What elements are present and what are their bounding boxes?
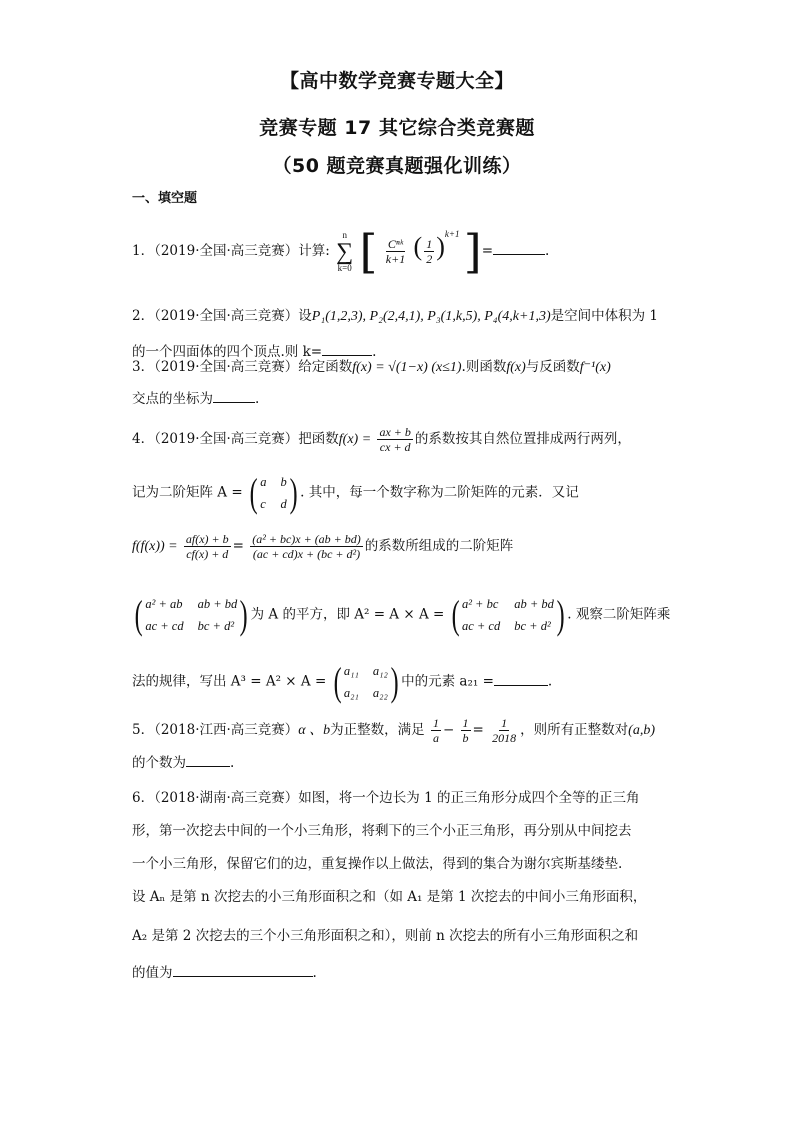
- q5-text-1: 为正整数，满足: [330, 722, 425, 738]
- question-6-line1: 6．（2018·湖南·高三竞赛）如图，将一个边长为 1 的正三角形分成四个全等的正三角: [132, 790, 640, 806]
- q1-half-num: 1: [426, 237, 433, 251]
- matrix-cell: a₂₂: [372, 686, 388, 700]
- q5-text-2: ，则所有正整数对: [520, 722, 629, 738]
- q4-ff-num2: (a² + bc)x + (ab + bd): [252, 532, 361, 546]
- subtitle: （50 题竞赛真题强化训练）: [272, 155, 522, 177]
- matrix-cell: d: [280, 497, 287, 511]
- q1-colon: :: [325, 243, 330, 259]
- answer-blank-3[interactable]: [213, 388, 255, 403]
- q5-f1-num: 1: [432, 716, 439, 730]
- q1-frac-num: Cⁿᵏ: [387, 237, 404, 251]
- sigma-icon: ∑: [336, 238, 354, 265]
- matrix-cell: a₂₁: [343, 686, 359, 700]
- q3-text-2: 与反函数: [525, 359, 580, 375]
- question-5: [132, 716, 655, 745]
- q2-text: 是空间中体积为 1: [550, 308, 659, 324]
- q1-half-den: 2: [426, 252, 433, 266]
- q4-eq: =: [232, 538, 244, 554]
- question-4-line5: [132, 661, 552, 703]
- q3-text-1: .则函数: [461, 359, 507, 375]
- q2-prefix: 2．（2019·全国·高三竞赛）设: [132, 308, 312, 324]
- matrix-a-squared: ( a² + bc ab + bd ac + cd bc + d² ): [451, 592, 565, 637]
- q4-text-3: . 其中，每一个数字称为二阶矩阵的元素．又记: [300, 484, 579, 501]
- q4-text-8: 中的元素 a₂₁ =: [401, 673, 494, 690]
- matrix-cell: ac + cd: [145, 619, 184, 633]
- q3-function: f(x) = √(1−x) (x≤1): [352, 360, 462, 375]
- q1-fraction: [384, 237, 407, 266]
- question-6-line6: [132, 962, 317, 983]
- topic-title: 竞赛专题 17 其它综合类竞赛题: [259, 117, 535, 139]
- q4-text-2: 记为二阶矩阵 A =: [132, 484, 243, 501]
- q3-end: .: [255, 391, 260, 407]
- q5-prefix: 5．（2018·江西·高三竞赛）: [132, 722, 299, 738]
- question-6-line5: A₂ 是第 2 次挖去的三个小三角形面积之和），则前 n 次挖去的所有小三角形面积之和: [132, 928, 639, 944]
- q1-equals: =: [481, 243, 494, 259]
- bracket-left: [: [359, 224, 378, 279]
- q3-text-3: 交点的坐标为: [132, 391, 213, 407]
- answer-blank-2[interactable]: [322, 341, 372, 356]
- answer-blank-4[interactable]: [494, 671, 548, 686]
- matrix-cell: a² + bc: [461, 597, 499, 611]
- bracket-right: ]: [463, 224, 482, 279]
- q5-ab: α 、b: [298, 723, 331, 738]
- question-6-line3: 一个小三角形，保留它们的边，重复操作以上做法，得到的集合为谢尔宾斯基缕垫.: [132, 856, 623, 872]
- q3-fx: f(x): [506, 360, 526, 375]
- question-6-line2: 形，第一次挖去中间的一个小三角形，将剩下的三个小正三角形，再分别从中间挖去: [132, 823, 632, 839]
- q4-frac-num: ax + b: [379, 425, 411, 439]
- q4-ff-num1: af(x) + b: [185, 532, 229, 546]
- question-1: [132, 224, 550, 279]
- question-3-line2: [132, 388, 259, 409]
- matrix-cell: a² + ab: [145, 597, 183, 611]
- q3-inverse: f⁻¹(x): [579, 360, 611, 375]
- q5-eq: =: [472, 722, 484, 738]
- q4-fx: f(x) =: [338, 432, 372, 447]
- question-4-line3: [132, 532, 513, 561]
- q4-ff: f(f(x)) =: [132, 539, 178, 554]
- q3-prefix: 3．（2019·全国·高三竞赛）给定函数: [132, 359, 353, 375]
- q5-frac2: [461, 716, 471, 745]
- q1-end: .: [545, 243, 550, 259]
- question-4-line4: [132, 594, 670, 636]
- matrix-cell: ab + bd: [197, 597, 238, 611]
- q4-fraction: [377, 425, 412, 454]
- q4-prefix: 4．（2019·全国·高三竞赛）把函数: [132, 431, 339, 447]
- matrix-cell: ab + bd: [514, 597, 554, 611]
- q4-text-4: 的系数所组成的二阶矩阵: [364, 538, 514, 554]
- q4-end: .: [547, 673, 553, 690]
- sum-lower: k=0: [337, 262, 352, 273]
- q4-text-1: 的系数按其自然位置排成两行两列，: [414, 431, 631, 447]
- q1-half: [424, 237, 434, 266]
- q4-frac-den: cx + d: [379, 440, 411, 454]
- q4-text-6: . 观察二阶矩阵乘: [567, 606, 671, 623]
- q5-end: .: [230, 755, 235, 771]
- q1-frac-den: k+1: [385, 252, 406, 266]
- answer-blank-5[interactable]: [186, 752, 230, 767]
- matrix-a-cubed: ( a₁₁ a₁₂ a₂₁ a₂₂ ): [333, 659, 399, 704]
- q5-frac3: [490, 716, 518, 745]
- sum-upper: n: [342, 229, 347, 240]
- matrix-cell: a₁₁: [343, 664, 359, 678]
- q1-power: k+1: [444, 229, 460, 239]
- question-4-line2: [132, 472, 579, 514]
- question-4: [132, 425, 631, 454]
- question-2: [132, 306, 658, 327]
- section-heading: 一、填空题: [132, 191, 198, 206]
- matrix-cell: ac + cd: [461, 619, 501, 633]
- matrix-cell: bc + d²: [514, 619, 551, 633]
- q5-text-3: 的个数为: [132, 755, 186, 771]
- matrix-a-squared-expanded: ( a² + ab ab + bd ac + cd bc + d² ): [134, 592, 248, 637]
- matrix-cell: a₁₂: [372, 664, 388, 678]
- q5-pair: (a,b): [628, 723, 655, 738]
- q4-text-5: 为 A 的平方，即 A² = A × A =: [250, 606, 445, 623]
- matrix-a: ( a b c d ): [249, 470, 298, 515]
- q4-ff-frac2: [250, 532, 363, 561]
- q5-f3-num: 1: [501, 716, 508, 730]
- collection-title: 【高中数学竞赛专题大全】: [279, 70, 514, 92]
- summation: [336, 231, 353, 273]
- q4-text-7: 法的规律，写出 A³ = A² × A =: [132, 673, 327, 690]
- matrix-cell: a: [260, 475, 267, 489]
- q5-frac1: [431, 716, 441, 745]
- paren-right: ): [436, 232, 445, 261]
- q5-minus: −: [442, 722, 455, 738]
- q2-points: P₁(1,2,3), P₂(2,4,1), P₃(1,k,5), P₄(4,k+1,3): [311, 309, 551, 324]
- q1-prefix: 1．（2019·全国·高三竞赛）计算: [132, 243, 326, 259]
- q2-text-2: 的一个四面体的四个顶点.则 k=: [132, 344, 323, 360]
- paren-left: (: [413, 232, 423, 261]
- q4-ff-frac1: [184, 532, 231, 561]
- q5-f1-den: a: [432, 731, 439, 745]
- question-6-line4: 设 Aₙ 是第 n 次挖去的小三角形面积之和（如 A₁ 是第 1 次挖去的中间小三角形面积，: [132, 889, 647, 905]
- q2-end: .: [372, 344, 377, 360]
- matrix-cell: bc + d²: [197, 619, 235, 633]
- q4-ff-den2: (ac + cd)x + (bc + d²): [252, 547, 361, 561]
- answer-blank-6[interactable]: [173, 962, 313, 977]
- matrix-cell: b: [280, 475, 287, 489]
- q4-ff-den1: cf(x) + d: [186, 547, 229, 561]
- question-3: [132, 357, 611, 378]
- question-5-line2: [132, 752, 234, 773]
- q5-f2-den: b: [462, 731, 469, 745]
- q5-f3-den: 2018: [492, 731, 517, 745]
- q6-text: 的值为: [132, 965, 173, 981]
- answer-blank-1[interactable]: [493, 240, 545, 255]
- q6-end: .: [312, 965, 317, 981]
- matrix-cell: c: [260, 497, 266, 511]
- q5-f2-num: 1: [462, 716, 469, 730]
